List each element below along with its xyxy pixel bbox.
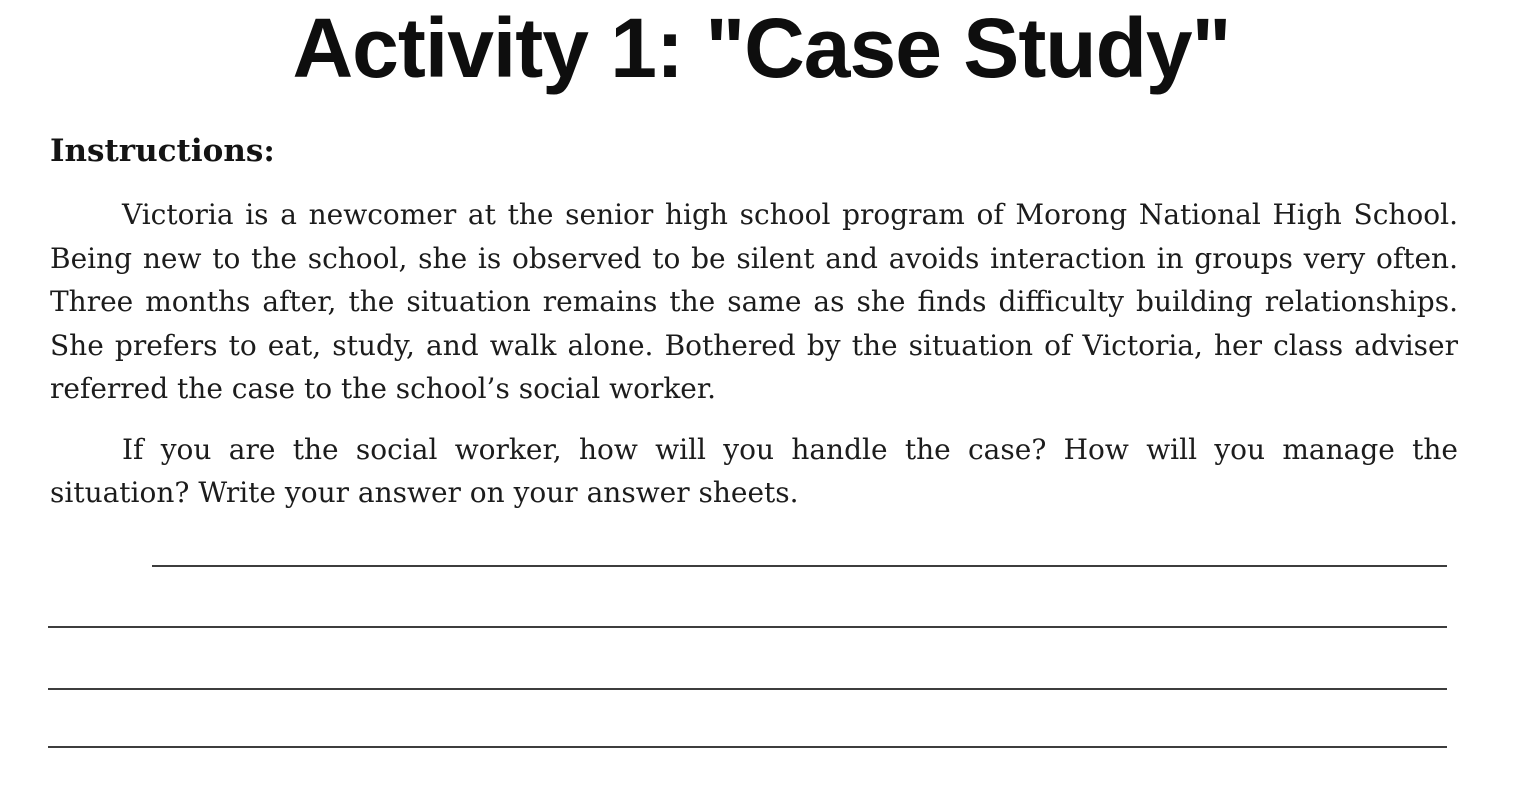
question-prompt-paragraph: If you are the social worker, how will you handle the case? How will you manage the situation? Write your answer on your answer sheets. (50, 432, 1458, 509)
answer-line (48, 746, 1447, 748)
answer-line (48, 688, 1447, 690)
page-title: Activity 1: "Case Study" (292, 1, 1231, 95)
answer-line (152, 565, 1447, 567)
instructions-heading: Instructions: (50, 133, 275, 169)
answer-line (48, 626, 1447, 628)
case-description-paragraph: Victoria is a newcomer at the senior high school program of Morong National High School. Being new to the school, she is observed to be silent and avoids interaction in groups very often. Three months after, the situation remains the same as she finds difficulty building relationships. She prefers to eat, study, and walk alone. Bothered by the situation of Victoria, her class adviser referred the case to the school’s social worker. (50, 198, 1458, 405)
instructions-body (50, 193, 1458, 515)
